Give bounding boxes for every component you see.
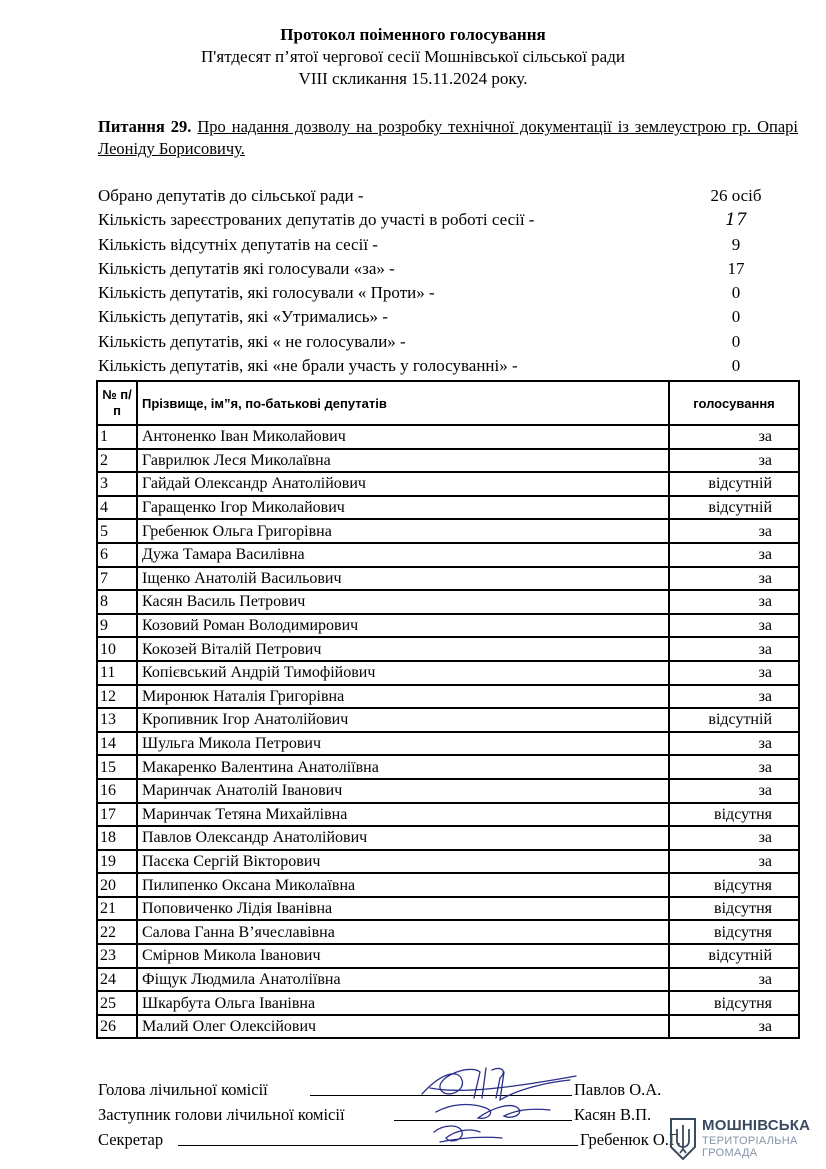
handwritten-signatures [400, 1058, 610, 1162]
vote-result: відсутня [669, 897, 799, 921]
row-number: 15 [97, 755, 137, 779]
stat-label: Кількість депутатів, які « не голосували» - [98, 331, 406, 351]
column-header-vote: голосування [669, 381, 799, 425]
vote-result: за [669, 425, 799, 449]
row-number: 9 [97, 614, 137, 638]
vote-result: за [669, 1015, 799, 1039]
deputy-name: Шкарбута Ольга Іванівна [137, 991, 669, 1015]
deputy-name: Маринчак Анатолій Іванович [137, 779, 669, 803]
table-row [97, 920, 799, 944]
vote-result: відсутня [669, 920, 799, 944]
deputy-name: Маринчак Тетяна Михайлівна [137, 803, 669, 827]
roll-call-table [96, 380, 800, 1039]
vote-result: за [669, 732, 799, 756]
column-header-number: № п/п [97, 381, 137, 425]
document-header [0, 24, 826, 90]
table-row [97, 496, 799, 520]
table-row [97, 850, 799, 874]
table-row [97, 708, 799, 732]
deputy-name: Павлов Олександр Анатолійович [137, 826, 669, 850]
column-header-name: Прізвище, ім”я, по-батькові депутатів [137, 381, 669, 425]
vote-result: за [669, 685, 799, 709]
stat-label: Кількість зареєстрованих депутатів до участі в роботі сесії - [98, 210, 535, 230]
stat-row [98, 233, 798, 257]
vote-result: за [669, 779, 799, 803]
table-row [97, 637, 799, 661]
vote-result: відсутній [669, 472, 799, 496]
stat-value: 26 осіб [710, 186, 762, 205]
row-number: 18 [97, 826, 137, 850]
deputy-name: Малий Олег Олексійович [137, 1015, 669, 1039]
row-number: 19 [97, 850, 137, 874]
deputy-name: Гаращенко Ігор Миколайович [137, 496, 669, 520]
row-number: 20 [97, 873, 137, 897]
vote-result: відсутній [669, 496, 799, 520]
convocation-date-line: VIII скликання 15.11.2024 року. [298, 69, 528, 88]
row-number: 16 [97, 779, 137, 803]
vote-result: за [669, 968, 799, 992]
table-row [97, 685, 799, 709]
deputy-name: Касян Василь Петрович [137, 590, 669, 614]
vote-result: відсутня [669, 991, 799, 1015]
table-row [97, 944, 799, 968]
stat-label: Кількість відсутніх депутатів на сесії - [98, 234, 378, 254]
deputy-name: Пилипенко Оксана Миколаївна [137, 873, 669, 897]
stat-value: 9 [731, 234, 741, 254]
vote-result: за [669, 661, 799, 685]
row-number: 8 [97, 590, 137, 614]
question-text: Про надання дозволу на розробку технічної документації із землеустрою гр. Опарі Леоніду Борисовичу. [98, 117, 798, 158]
row-number: 12 [97, 685, 137, 709]
vote-result: за [669, 590, 799, 614]
deputy-name: Антоненко Іван Миколайович [137, 425, 669, 449]
vote-result: за [669, 449, 799, 473]
table-row [97, 779, 799, 803]
logo-title: МОШНІВСЬКА [702, 1117, 811, 1134]
deputy-name: Шульга Микола Петрович [137, 732, 669, 756]
table-row [97, 873, 799, 897]
row-number: 11 [97, 661, 137, 685]
vote-result: за [669, 850, 799, 874]
table-row [97, 968, 799, 992]
stat-value: 0 [731, 356, 741, 376]
stat-value: 17 [727, 258, 745, 278]
row-number: 5 [97, 519, 137, 543]
table-row [97, 1015, 799, 1039]
stat-label: Кількість депутатів, які «Утримались» - [98, 307, 388, 327]
vote-result: за [669, 519, 799, 543]
stat-row [98, 330, 798, 354]
signature-name: Гребенюк О.Г. [580, 1130, 681, 1149]
deputy-name: Кропивник Ігор Анатолійович [137, 708, 669, 732]
deputy-name: Макаренко Валентина Анатоліївна [137, 755, 669, 779]
stat-row [98, 184, 798, 208]
trident-icon [668, 1117, 698, 1161]
table-row [97, 614, 799, 638]
stat-label: Обрано депутатів до сільської ради - [98, 186, 364, 205]
stat-row [98, 281, 798, 305]
table-row [97, 543, 799, 567]
table-row [97, 755, 799, 779]
signature-role: Секретар [98, 1130, 164, 1149]
stat-value: 0 [731, 283, 741, 303]
stat-row [98, 257, 798, 281]
community-logo [668, 1113, 818, 1161]
vote-result: за [669, 755, 799, 779]
row-number: 26 [97, 1015, 137, 1039]
row-number: 2 [97, 449, 137, 473]
stat-label: Кількість депутатів, які «не брали участь у голосуванні» - [98, 356, 518, 376]
vote-result: відсутній [669, 708, 799, 732]
vote-result: за [669, 567, 799, 591]
vote-result: відсутня [669, 873, 799, 897]
table-row [97, 472, 799, 496]
row-number: 21 [97, 897, 137, 921]
stat-value: 0 [731, 307, 741, 327]
vote-statistics [98, 184, 798, 378]
table-row [97, 449, 799, 473]
logo-subtitle-1: ТЕРИТОРІАЛЬНА [702, 1135, 798, 1147]
stat-label: Кількість депутатів які голосували «за» - [98, 258, 395, 278]
deputy-name: Поповиченко Лідія Іванівна [137, 897, 669, 921]
row-number: 6 [97, 543, 137, 567]
vote-result: відсутня [669, 803, 799, 827]
stat-label: Кількість депутатів, які голосували « Проти» - [98, 283, 435, 303]
row-number: 24 [97, 968, 137, 992]
table-row [97, 991, 799, 1015]
vote-result: за [669, 614, 799, 638]
table-row [97, 732, 799, 756]
protocol-title: Протокол поіменного голосування [280, 25, 546, 44]
deputy-name: Дужа Тамара Василівна [137, 543, 669, 567]
row-number: 3 [97, 472, 137, 496]
deputy-name: Фіщук Людмила Анатоліївна [137, 968, 669, 992]
table-row [97, 425, 799, 449]
row-number: 23 [97, 944, 137, 968]
row-number: 1 [97, 425, 137, 449]
stat-row [98, 354, 798, 378]
session-line: П'ятдесят п’ятої чергової сесії Мошнівської сільської ради [201, 47, 625, 66]
vote-result: за [669, 543, 799, 567]
deputy-name: Іщенко Анатолій Васильович [137, 567, 669, 591]
deputy-name: Салова Ганна В’ячеславівна [137, 920, 669, 944]
deputy-name: Кокозей Віталій Петрович [137, 637, 669, 661]
deputy-name: Гаврилюк Леся Миколаївна [137, 449, 669, 473]
signature-name: Павлов О.А. [574, 1080, 662, 1099]
row-number: 10 [97, 637, 137, 661]
vote-result: відсутній [669, 944, 799, 968]
table-row [97, 826, 799, 850]
logo-subtitle-2: ГРОМАДА [702, 1147, 758, 1159]
table-row [97, 661, 799, 685]
row-number: 4 [97, 496, 137, 520]
stat-value: 17 [725, 210, 747, 231]
deputy-name: Копієвський Андрій Тимофійович [137, 661, 669, 685]
question-label: Питання 29. [98, 117, 192, 136]
row-number: 17 [97, 803, 137, 827]
signature-role: Голова лічильної комісії [98, 1080, 268, 1099]
deputy-name: Козовий Роман Володимирович [137, 614, 669, 638]
deputy-name: Гребенюк Ольга Григорівна [137, 519, 669, 543]
deputy-name: Пасєка Сергій Вікторович [137, 850, 669, 874]
agenda-question [98, 116, 798, 160]
table-row [97, 590, 799, 614]
table-header-row [97, 381, 799, 425]
row-number: 14 [97, 732, 137, 756]
row-number: 25 [97, 991, 137, 1015]
signature-name: Касян В.П. [574, 1105, 652, 1124]
row-number: 22 [97, 920, 137, 944]
table-row [97, 897, 799, 921]
signature-role: Заступник голови лічильної комісії [98, 1105, 345, 1124]
stat-row [98, 305, 798, 329]
row-number: 7 [97, 567, 137, 591]
stat-value: 0 [731, 331, 741, 351]
row-number: 13 [97, 708, 137, 732]
deputy-name: Гайдай Олександр Анатолійович [137, 472, 669, 496]
deputy-name: Миронюк Наталія Григорівна [137, 685, 669, 709]
deputy-name: Смірнов Микола Іванович [137, 944, 669, 968]
vote-result: за [669, 826, 799, 850]
stat-row [98, 208, 798, 232]
table-row [97, 567, 799, 591]
vote-result: за [669, 637, 799, 661]
table-row [97, 519, 799, 543]
table-row [97, 803, 799, 827]
